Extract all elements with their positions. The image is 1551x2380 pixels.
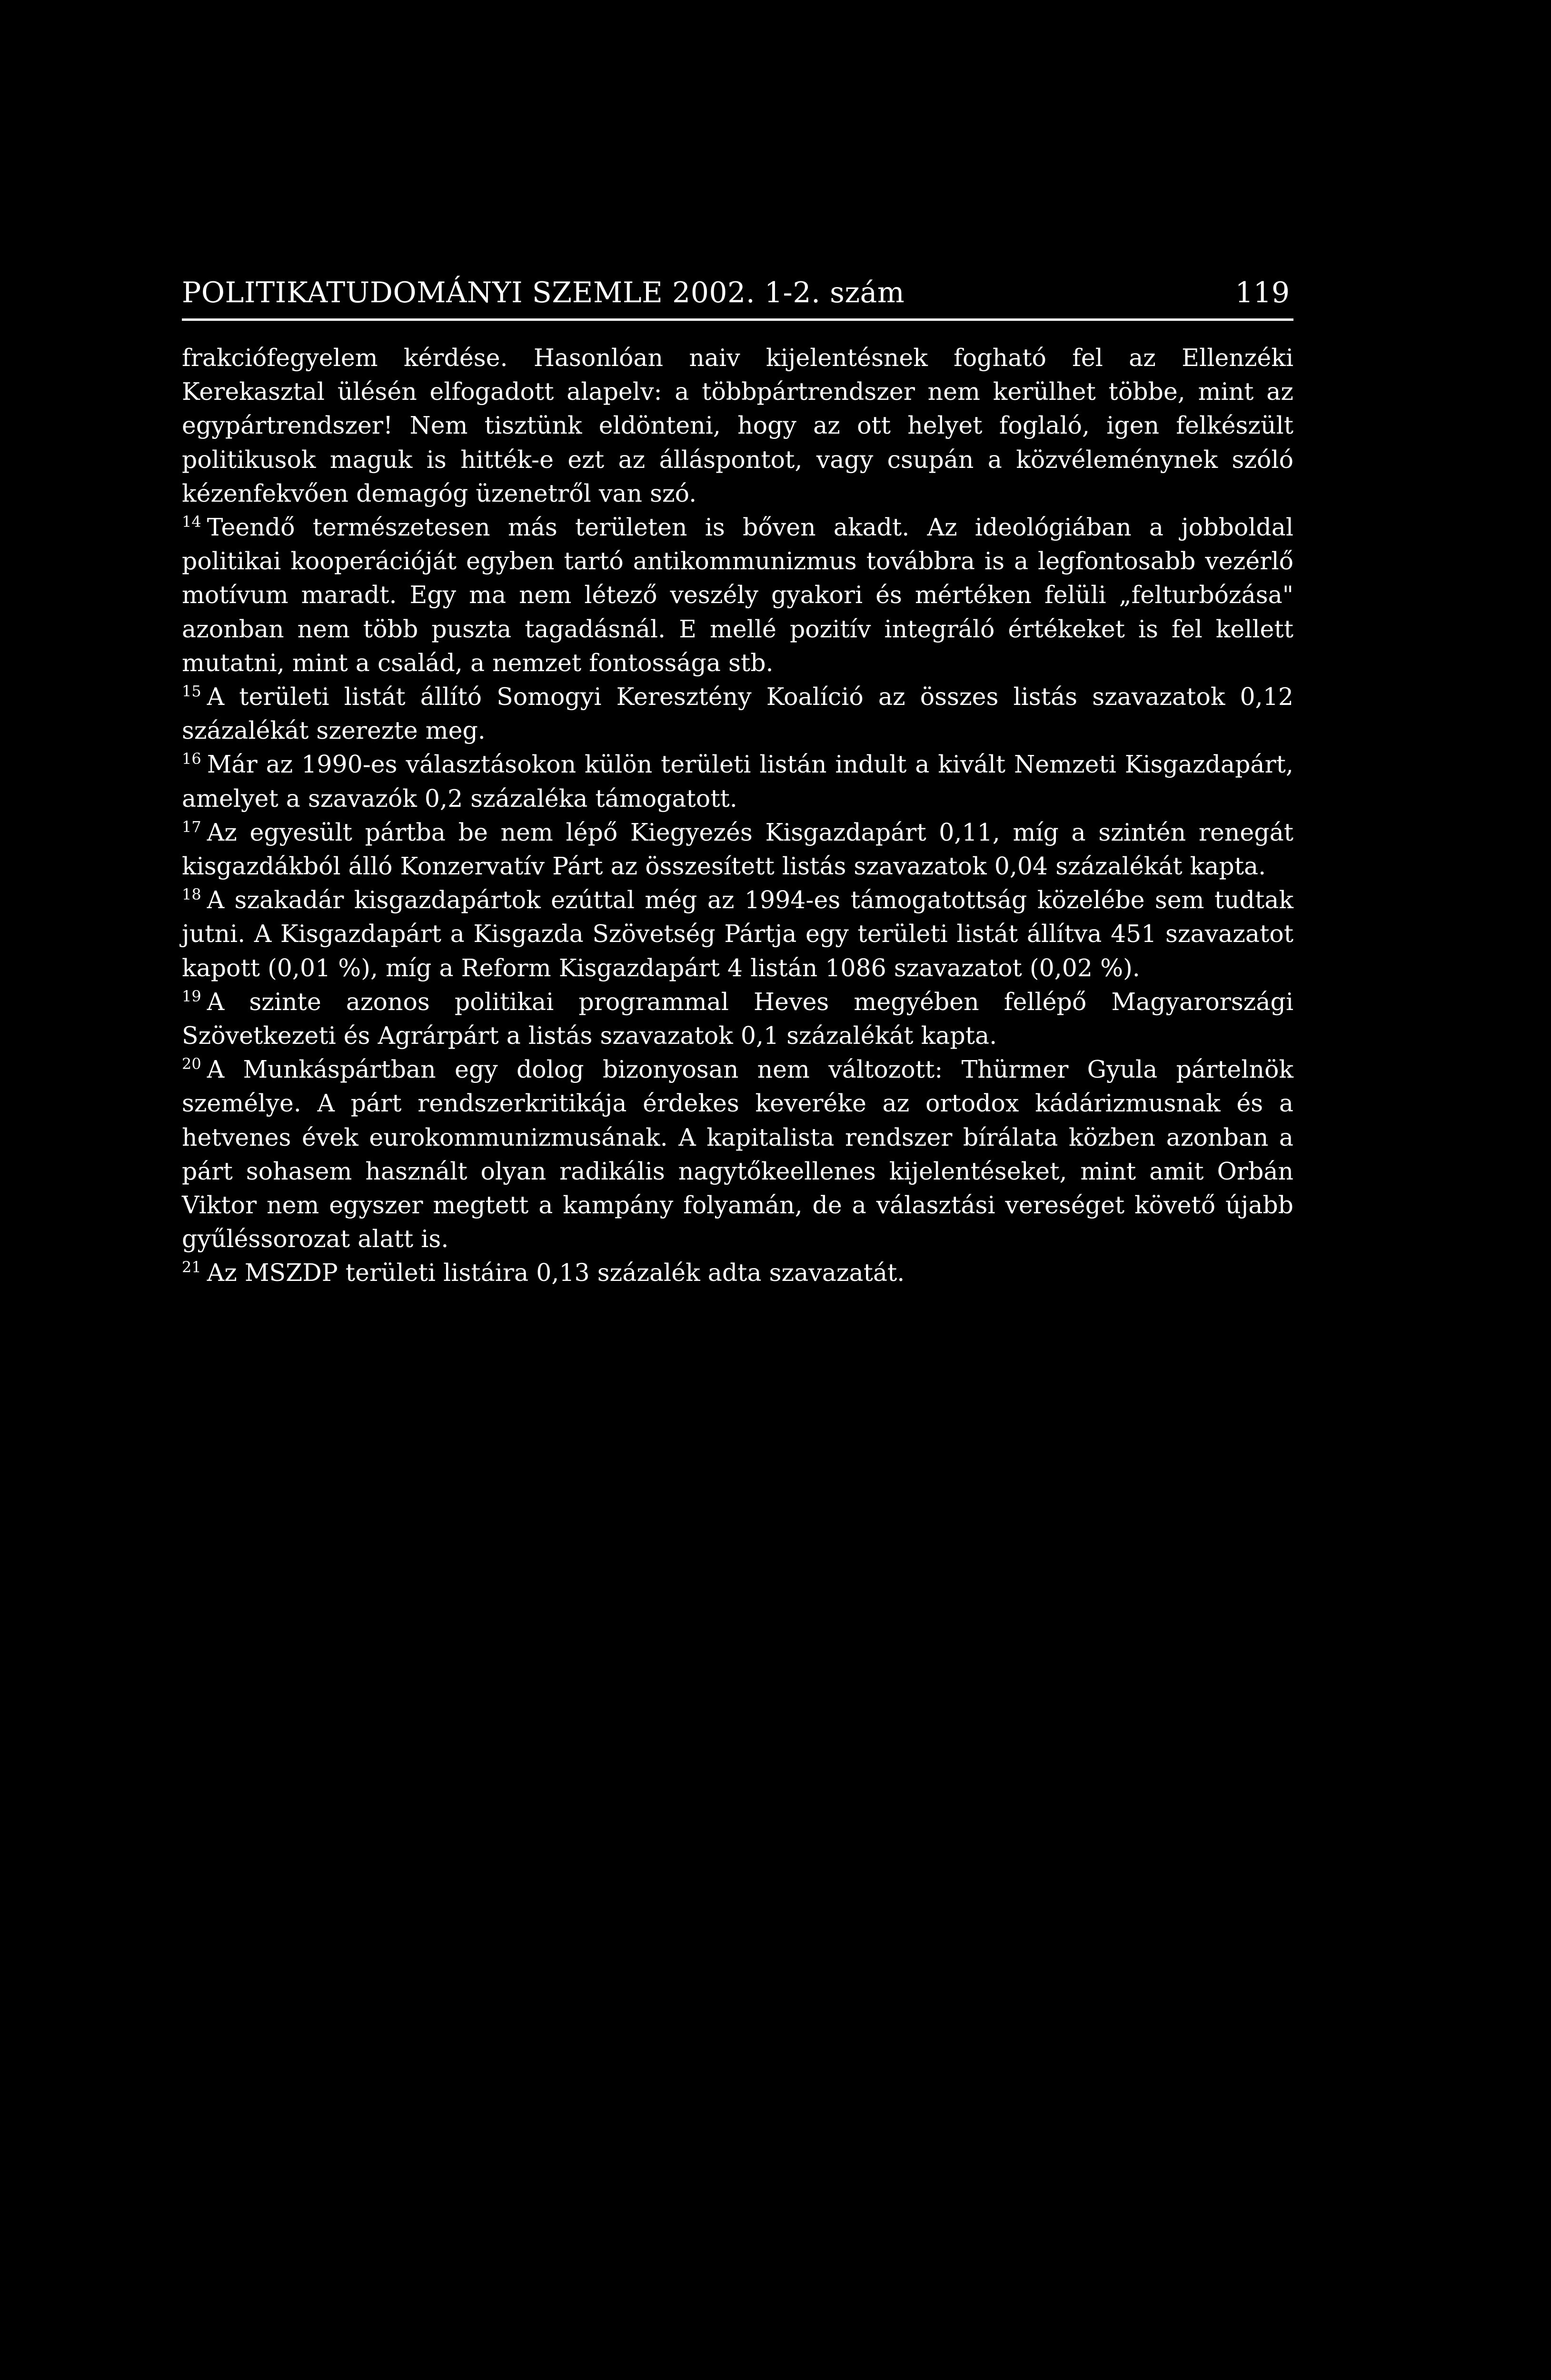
footnote-number: 17: [182, 817, 201, 836]
footnote-text: A Munkáspártban egy dolog bizonyosan nem változott: Thürmer Gyula pártelnök személye. A párt rendszerkritikája érdekes keveréke az ortodox kádárizmusnak és a hetvenes évek eurokommunizmusának. A kapitalista rendszer bírálata közben azonban a párt sohasem használt olyan radikális nagytőkeellenes kijelentéseket, mint amit Orbán Viktor nem egyszer megtett a kampány folyamán, de a választási vereséget követő újabb gyűléssorozat alatt is.: [182, 1055, 1293, 1253]
page-content: [182, 274, 1293, 1290]
footnote-text: A szakadár kisgazdapártok ezúttal még az 1994-es támogatottság közelébe sem tudtak jutni. A Kisgazdapárt a Kisgazda Szövetség Pártja egy területi listát állítva 451 szavazatot kapott (0,01 %), míg a Reform Kisgazdapárt 4 listán 1086 szavazatot (0,02 %).: [182, 886, 1293, 982]
footnote-14: [182, 510, 1293, 680]
footnote-text: A területi listát állító Somogyi Keresztény Koalíció az összes listás szavazatok 0,12 százalékát szerezte meg.: [182, 683, 1293, 745]
page-number: 119: [1235, 276, 1290, 309]
running-head: [182, 274, 1293, 321]
journal-title: POLITIKATUDOMÁNYI SZEMLE 2002. 1-2. szám: [182, 276, 905, 309]
footnote-15: [182, 680, 1293, 747]
footnote-number: 18: [182, 885, 201, 904]
footnote-20: [182, 1052, 1293, 1256]
footnote-text: Teendő természetesen más területen is bőven akadt. Az ideológiában a jobboldal politikai kooperációját egyben tartó antikommunizmus továbbra is a legfontosabb vezérlő motívum maradt. Egy ma nem létező veszély gyakori és mértéken felüli „felturbózása" azonban nem több puszta tagadásnál. E mellé pozitív integráló értékeket is fel kellett mutatni, mint a család, a nemzet fontossága stb.: [182, 513, 1293, 677]
footnote-text: frakciófegyelem kérdése. Hasonlóan naiv kijelentésnek fogható fel az Ellenzéki Kerekasztal ülésén elfogadott alapelv: a többpártrendszer nem kerülhet többe, mint az egypártrendszer! Nem tisztünk eldönteni, hogy az ott helyet foglaló, igen felkészült politikusok maguk is hitték-e ezt az álláspontot, vagy csupán a közvéleménynek szóló kézenfekvően demagóg üzenetről van szó.: [182, 344, 1293, 507]
footnote-18: [182, 883, 1293, 985]
footnote-number: 16: [182, 750, 201, 768]
footnote-number: 15: [182, 682, 201, 701]
footnote-number: 21: [182, 1258, 201, 1277]
footnote-number: 19: [182, 987, 201, 1005]
footnote-text: Az egyesült pártba be nem lépő Kiegyezés Kisgazdapárt 0,11, míg a szintén renegát kisgazdákból álló Konzervatív Párt az összesített listás szavazatok 0,04 százalékát kapta.: [182, 818, 1293, 881]
footnotes: [182, 341, 1293, 1290]
footnote-text: Már az 1990-es választásokon külön területi listán indult a kivált Nemzeti Kisgazdapárt, amelyet a szavazók 0,2 százaléka támogatott.: [182, 750, 1293, 813]
footnote-number: 20: [182, 1055, 201, 1073]
footnote-text: A szinte azonos politikai programmal Heves megyében fellépő Magyarországi Szövetkezeti és Agrárpárt a listás szavazatok 0,1 százalékát kapta.: [182, 987, 1293, 1050]
footnote-19: [182, 985, 1293, 1052]
footnote-number: 14: [182, 513, 201, 531]
footnote-21: [182, 1256, 1293, 1289]
footnote-17: [182, 815, 1293, 883]
footnote-continuation: [182, 341, 1293, 510]
footnote-16: [182, 747, 1293, 815]
footnote-text: Az MSZDP területi listáira 0,13 százalék adta szavazatát.: [207, 1259, 905, 1287]
